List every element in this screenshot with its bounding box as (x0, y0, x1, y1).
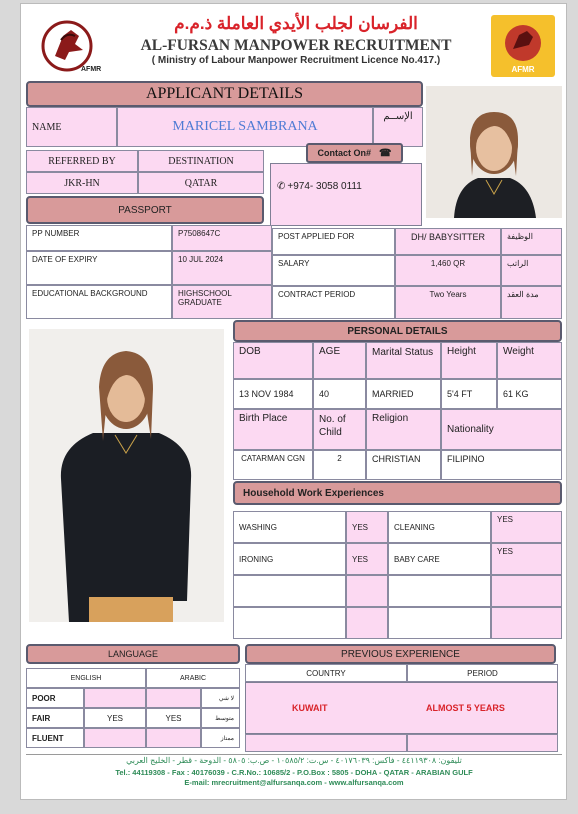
nationality-value: FILIPINO (441, 450, 562, 480)
household-empty-1d (491, 575, 562, 607)
dob-value: 13 NOV 1984 (233, 379, 313, 409)
name-label-arabic: الإســم (373, 107, 423, 147)
language-header: LANGUAGE (26, 644, 240, 664)
expiry-value: 10 JUL 2024 (172, 251, 272, 285)
applicant-portrait-photo (426, 86, 562, 218)
english-header: ENGLISH (26, 668, 146, 688)
fluent-english (84, 728, 146, 748)
arabic-company-name: الفرسان لجلب الأيدي العاملة ذ.م.م (174, 14, 418, 33)
personal-details-header: PERSONAL DETAILS (233, 320, 562, 342)
logo-right-text: AFMR (511, 65, 535, 74)
poor-english (84, 688, 146, 708)
contact-number-row (277, 181, 362, 192)
cleaning-label: CLEANING (388, 511, 491, 543)
footer-arabic: تليفون: ٤٤١١٩٣٠٨ - فاكس: ٤٠١٧٦٠٣٩ - س.ت: ١٠٥٨٥/٢ - ص.ب: ٥٨٠٥ - الدوحة - قطر - الخليج العربي (126, 756, 462, 765)
passport-header: PASSPORT (26, 196, 264, 224)
logo-left (39, 16, 105, 76)
referred-by-value: JKR-HN (26, 172, 138, 194)
applicant-name: MARICEL SAMBRANA (117, 107, 373, 147)
previous-experience-box (245, 682, 558, 734)
fluent-label: FLUENT (26, 728, 84, 748)
marital-label: Marital Status (366, 342, 441, 379)
referred-by-label: REFERRED BY (26, 150, 138, 172)
pp-number-label: PP NUMBER (26, 225, 172, 251)
previous-country: KUWAIT (292, 703, 328, 713)
application-form (20, 3, 567, 800)
age-label: AGE (313, 342, 366, 379)
previous-empty-row-b (407, 734, 558, 752)
height-label: Height (441, 342, 497, 379)
fluent-arabic (146, 728, 201, 748)
babycare-label: BABY CARE (388, 543, 491, 575)
height-value: 5'4 FT (441, 379, 497, 409)
marital-value: MARRIED (366, 379, 441, 409)
washing-label: WASHING (233, 511, 346, 543)
religion-label: Religion (366, 409, 441, 450)
post-label-arabic: الوظيفة (501, 228, 562, 255)
footer-email: E-mail: mrecruitment@alfursanqa.com - www.alfursanqa.com (184, 778, 404, 787)
contract-label-arabic: مدة العقد (501, 286, 562, 319)
footer-english: Tel.: 44119308 - Fax : 40176039 - C.R.No.: 10685/2 - P.O.Box : 5805 - DOHA - QATAR - ARABIAN GULF (115, 768, 473, 777)
previous-experience-header: PREVIOUS EXPERIENCE (245, 644, 556, 664)
nationality-label: Nationality (441, 409, 562, 450)
dob-label: DOB (233, 342, 313, 379)
expiry-label: DATE OF EXPIRY (26, 251, 172, 285)
previous-period: ALMOST 5 YEARS (426, 703, 505, 713)
contact-header (306, 143, 403, 163)
period-header: PERIOD (407, 664, 558, 682)
post-label: POST APPLIED FOR (272, 228, 395, 255)
household-empty-2d (491, 607, 562, 639)
household-empty-1a (233, 575, 346, 607)
cleaning-value: YES (491, 511, 562, 543)
religion-value: CHRISTIAN (366, 450, 441, 480)
phone-icon: ☎ (379, 147, 392, 159)
poor-arabic (146, 688, 201, 708)
poor-label-arabic: لا شي (201, 688, 240, 708)
destination-label: DESTINATION (138, 150, 264, 172)
salary-label: SALARY (272, 255, 395, 286)
previous-empty-row-a (245, 734, 407, 752)
fair-label-arabic: متوسط (201, 708, 240, 728)
fair-label: FAIR (26, 708, 84, 728)
post-value: DH/ BABYSITTER (395, 228, 501, 255)
household-empty-2c (388, 607, 491, 639)
household-header (233, 481, 562, 505)
household-empty-2a (233, 607, 346, 639)
name-label: NAME (26, 107, 117, 147)
fluent-label-arabic: ممتاز (201, 728, 240, 748)
logo-right (491, 15, 555, 77)
weight-label: Weight (497, 342, 562, 379)
age-value: 40 (313, 379, 366, 409)
birthplace-value: CATARMAN CGN (233, 450, 313, 480)
salary-value: 1,460 QR (395, 255, 501, 286)
education-label: EDUCATIONAL BACKGROUND (26, 285, 172, 319)
washing-value: YES (346, 511, 388, 543)
footer-divider (26, 754, 562, 755)
logo-left-text: AFMR (81, 66, 102, 73)
country-header: COUNTRY (245, 664, 407, 682)
contact-label: Contact On# (317, 148, 372, 158)
destination-value: QATAR (138, 172, 264, 194)
licence-line: ( Ministry of Labour Manpower Recruitment Licence No.417.) (151, 55, 441, 66)
phone-circle-icon: ✆ (277, 181, 286, 192)
contract-value: Two Years (395, 286, 501, 319)
household-empty-1c (388, 575, 491, 607)
ironing-label: IRONING (233, 543, 346, 575)
contract-label: CONTRACT PERIOD (272, 286, 395, 319)
household-title: Household Work Experiences (243, 487, 384, 499)
children-label: No. of Child (313, 409, 366, 450)
company-name: AL-FURSAN MANPOWER RECRUITMENT (140, 37, 452, 54)
birthplace-label: Birth Place (233, 409, 313, 450)
salary-label-arabic: الراتب (501, 255, 562, 286)
poor-label: POOR (26, 688, 84, 708)
arabic-header: ARABIC (146, 668, 240, 688)
contact-number: +974- 3058 0111 (287, 181, 362, 192)
fair-english: YES (84, 708, 146, 728)
education-value: HIGHSCHOOL GRADUATE (172, 285, 272, 319)
applicant-details-header: APPLICANT DETAILS (26, 81, 423, 107)
babycare-value: YES (491, 543, 562, 575)
contact-box (270, 163, 422, 226)
household-empty-2b (346, 607, 388, 639)
pp-number-value: P7508647C (172, 225, 272, 251)
ironing-value: YES (346, 543, 388, 575)
household-empty-1b (346, 575, 388, 607)
children-value: 2 (313, 450, 366, 480)
fair-arabic: YES (146, 708, 201, 728)
applicant-full-body-photo (29, 329, 224, 622)
weight-value: 61 KG (497, 379, 562, 409)
